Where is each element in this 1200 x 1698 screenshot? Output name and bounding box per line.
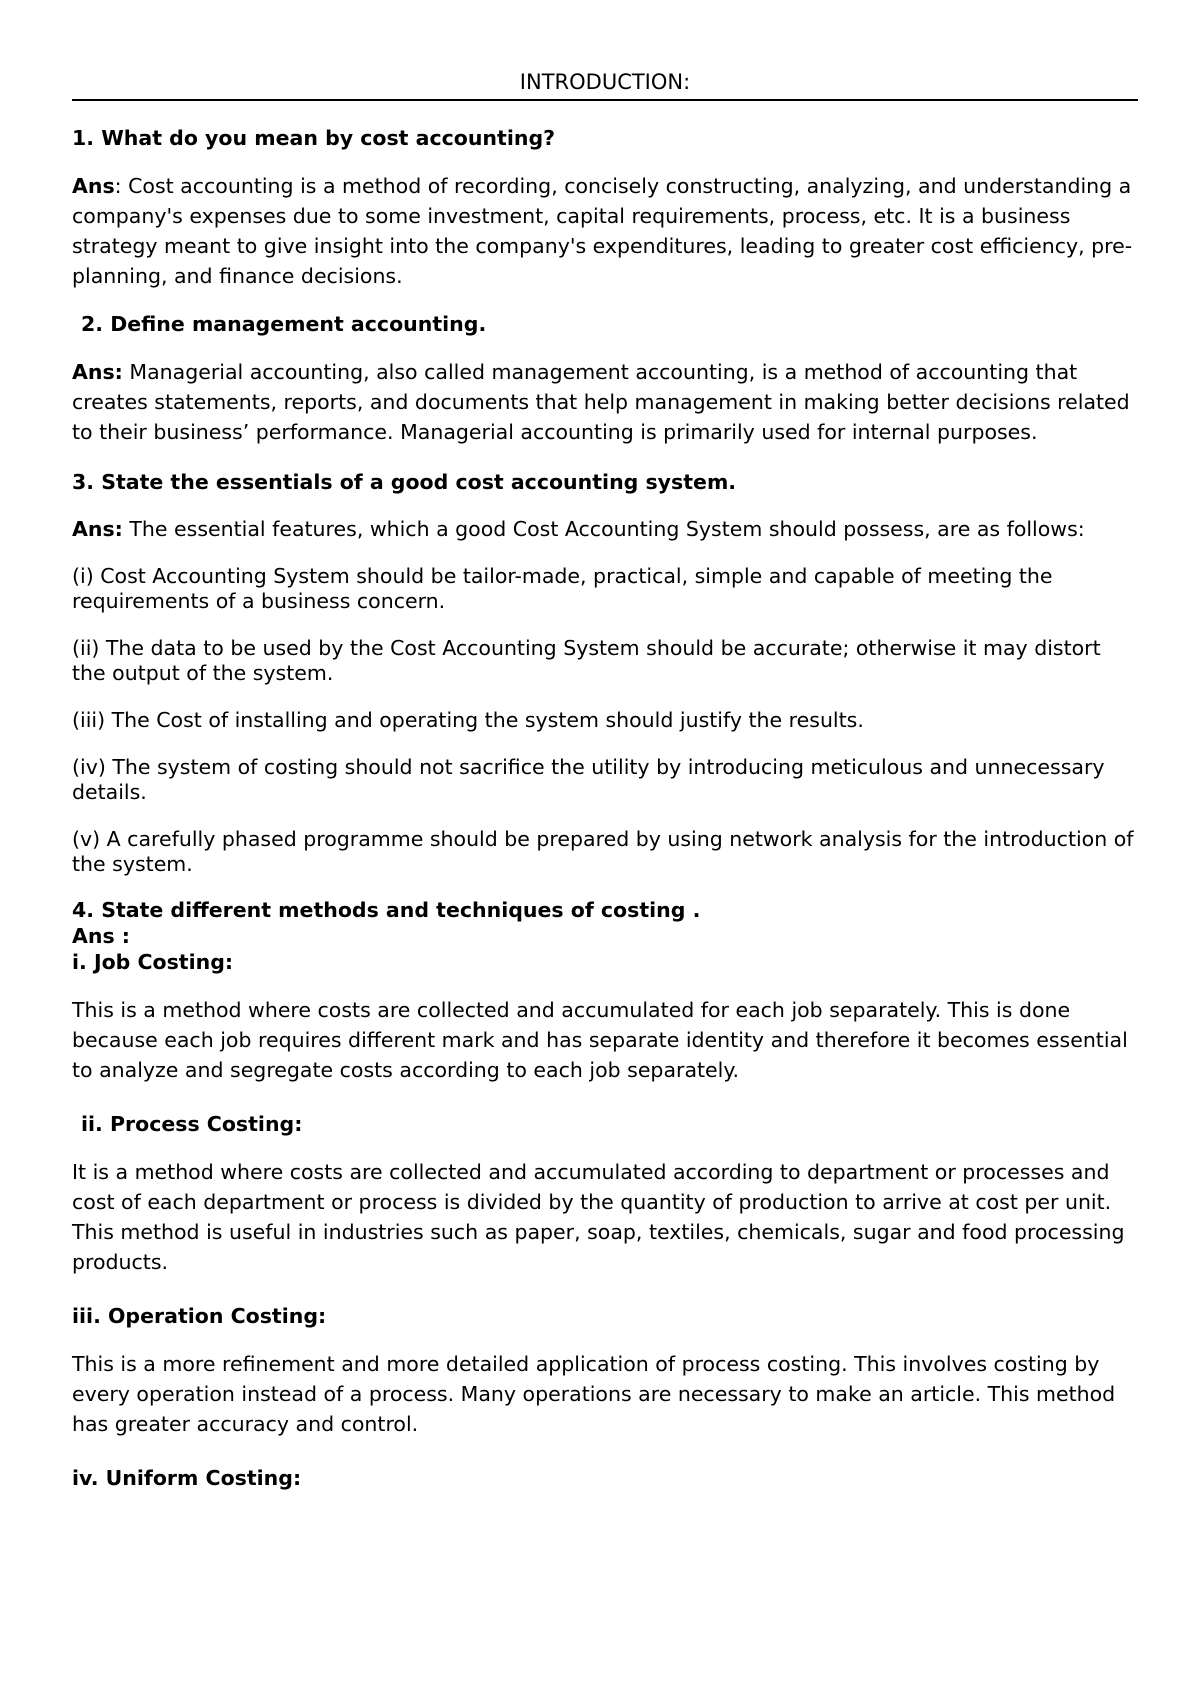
- document-page: [72, 70, 1138, 1491]
- essential-point: (i) Cost Accounting System should be tailor-made, practical, simple and capable of meeting the requirements of a business concern.: [72, 564, 1053, 613]
- answer-text: : Cost accounting is a method of recording, concisely constructing, analyzing, and understanding a company's expenses due to some investment, capital requirements, process, etc. It is a business strategy meant to give insight into the company's expenditures, leading to greater cost efficiency, pre-planning, and finance decisions.: [72, 174, 1133, 288]
- method-text: This is a more refinement and more detailed application of process costing. This involves costing by every operation instead of a process. Many operations are necessary to make an article. This method has greater accuracy and control.: [72, 1352, 1116, 1436]
- answer-3: [72, 517, 1138, 542]
- page-title: INTRODUCTION:: [519, 70, 691, 94]
- method-text: It is a method where costs are collected and accumulated according to department or processes and cost of each department or process is divided by the quantity of production to arrive at cost per unit. This method is useful in industries such as paper, soap, textiles, chemicals, sugar and food processing products.: [72, 1160, 1125, 1274]
- method-title: iii. Operation Costing:: [72, 1304, 327, 1328]
- answer-1: [72, 171, 1138, 291]
- question-1: 1. What do you mean by cost accounting?: [72, 126, 556, 150]
- essential-point: (ii) The data to be used by the Cost Accounting System should be accurate; otherwise it may distort the output of the system.: [72, 636, 1101, 685]
- answer-label: Ans: [72, 174, 115, 198]
- question-2: 2. Define management accounting.: [81, 312, 487, 336]
- answer-label: Ans:: [72, 517, 123, 541]
- answer-text: Managerial accounting, also called management accounting, is a method of accounting that creates statements, reports, and documents that help management in making better decisions related to their business’ performance. Managerial accounting is primarily used for internal purposes.: [72, 360, 1130, 444]
- answer-label: Ans:: [72, 360, 123, 384]
- method-title: ii. Process Costing:: [81, 1112, 303, 1136]
- method-text: This is a method where costs are collected and accumulated for each job separately. This is done because each job requires different mark and has separate identity and therefore it becomes essential to analyze and segregate costs according to each job separately.: [72, 998, 1128, 1082]
- essential-point: (v) A carefully phased programme should be prepared by using network analysis for the introduction of the system.: [72, 827, 1134, 876]
- essential-point: (iii) The Cost of installing and operating the system should justify the results.: [72, 708, 864, 732]
- answer-label: Ans :: [72, 924, 130, 948]
- answer-text: The essential features, which a good Cost Accounting System should possess, are as follows:: [122, 517, 1085, 541]
- method-title: i. Job Costing:: [72, 950, 234, 974]
- essential-point: (iv) The system of costing should not sacrifice the utility by introducing meticulous and unnecessary details.: [72, 755, 1105, 804]
- answer-2: [72, 357, 1138, 447]
- question-4: 4. State different methods and techniques of costing .: [72, 898, 701, 922]
- method-title: iv. Uniform Costing:: [72, 1466, 302, 1490]
- question-3: 3. State the essentials of a good cost accounting system.: [72, 470, 737, 494]
- title-underline: [72, 99, 1138, 101]
